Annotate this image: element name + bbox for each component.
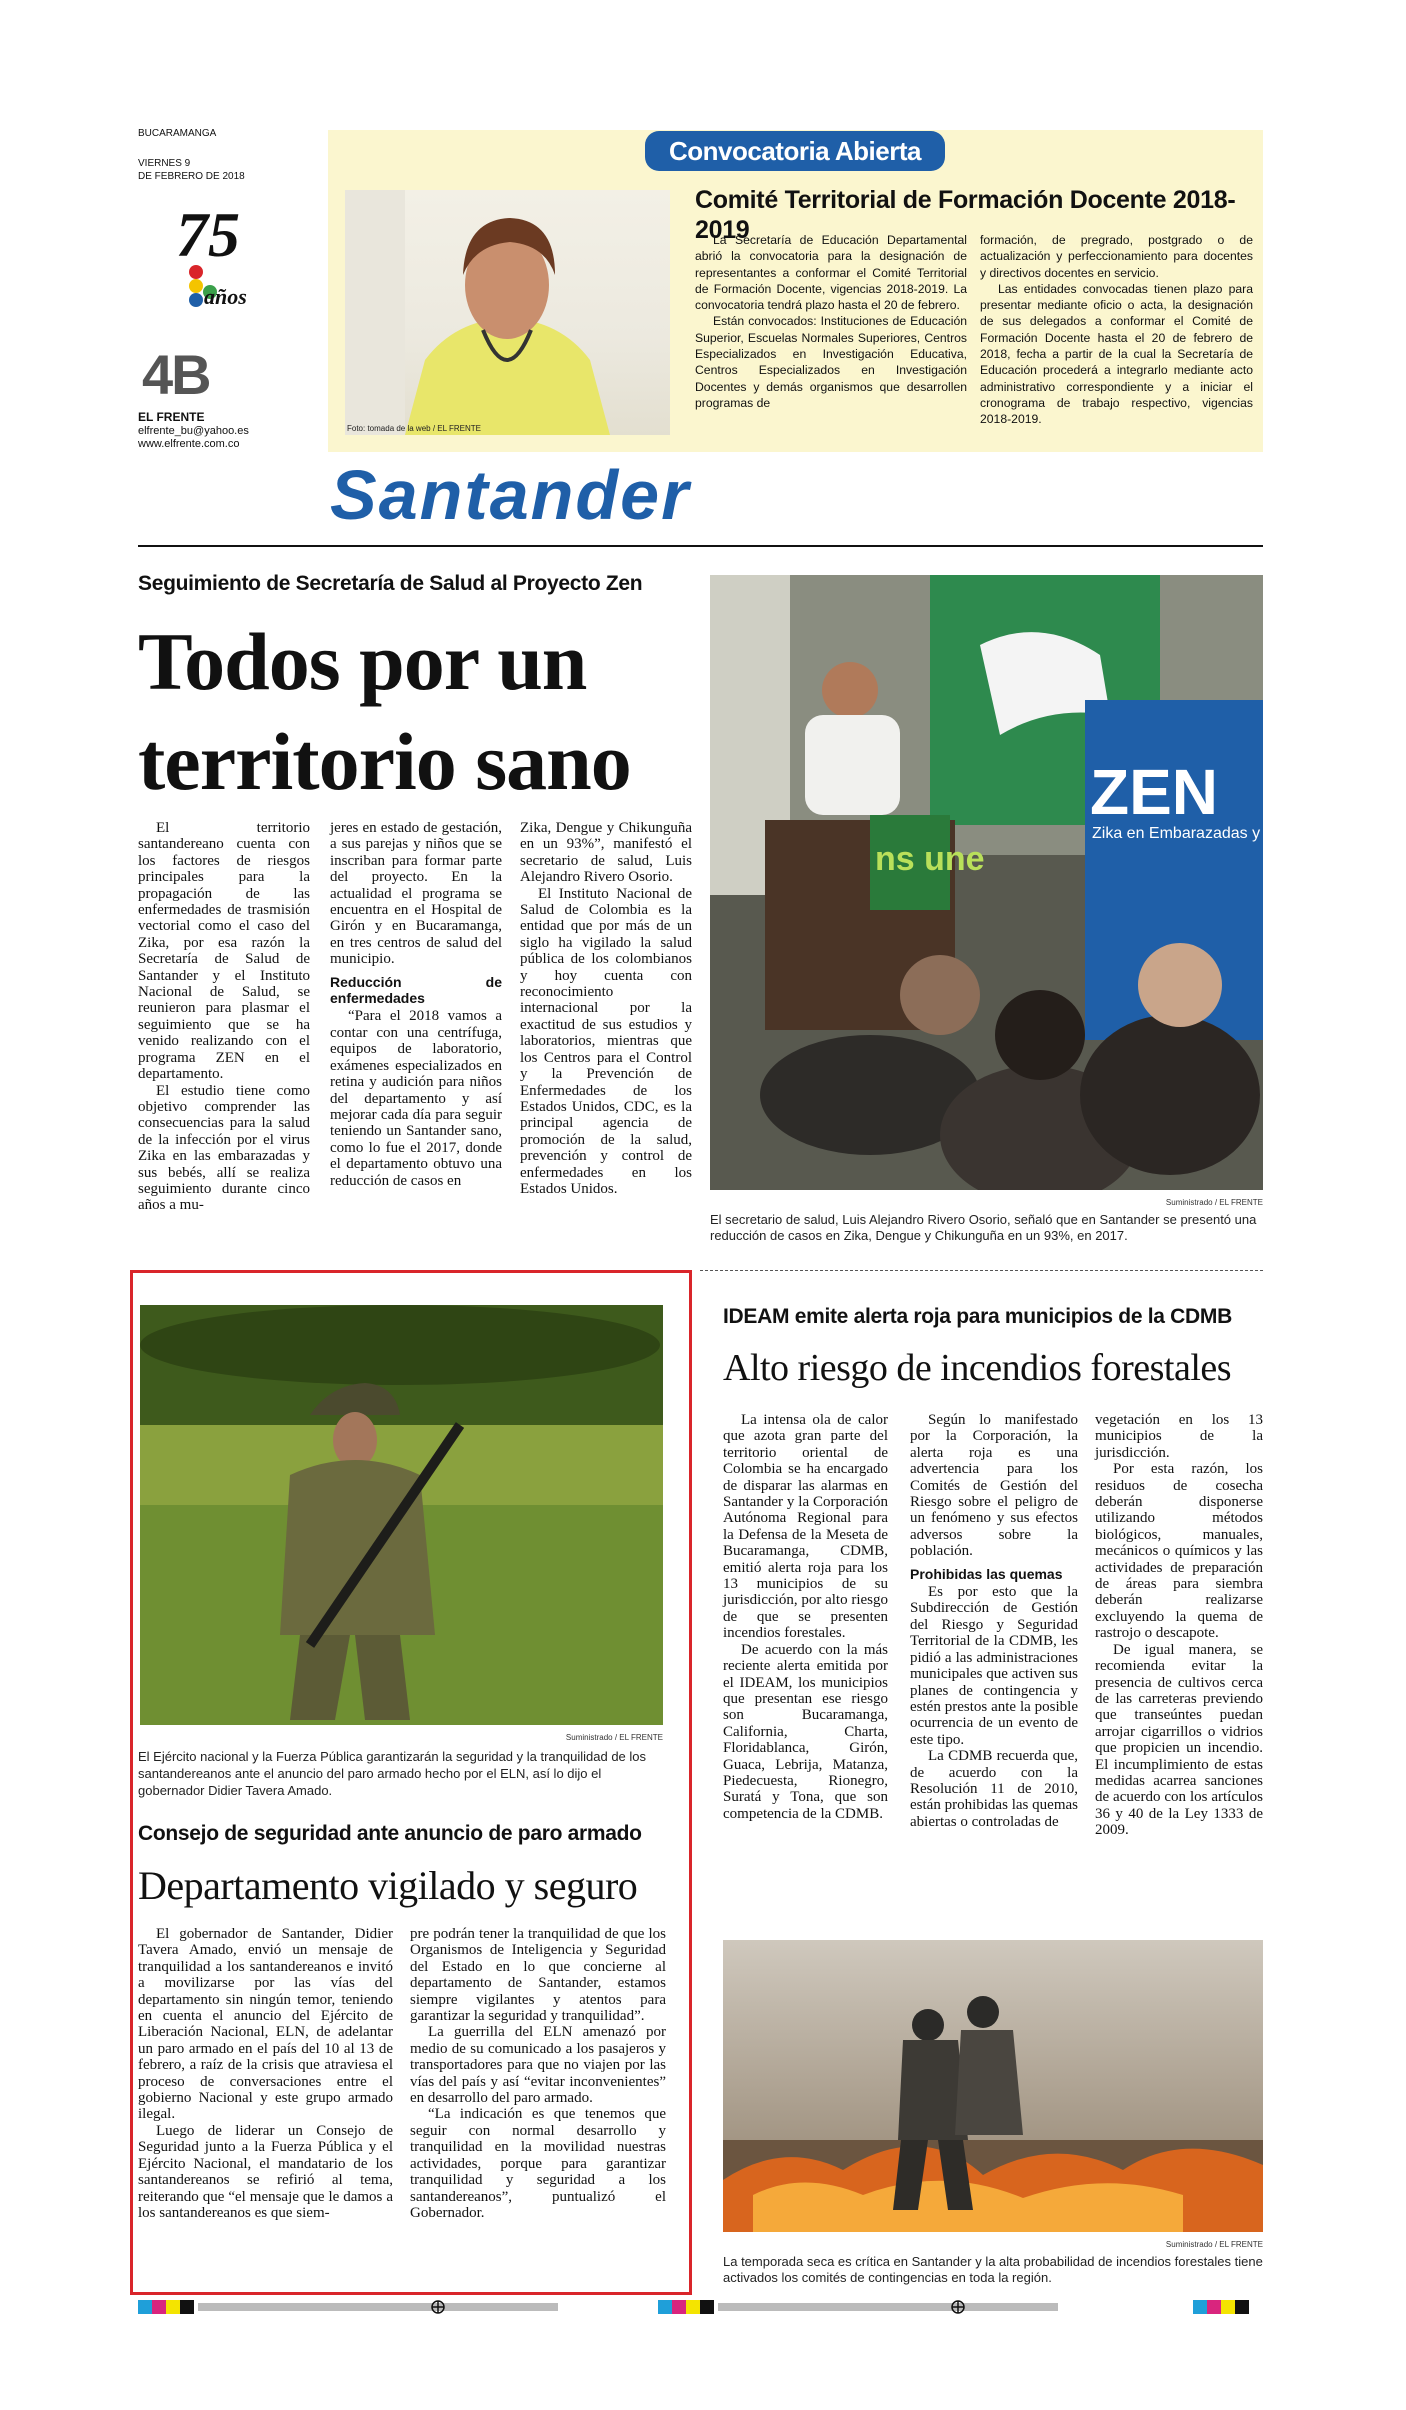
fires-kicker: IDEAM emite alerta roja para municipios de la CDMB [723,1305,1232,1328]
zen-photo-banner-small: Zika en Embarazadas y [1092,825,1261,842]
zen-bottom-divider [700,1270,1263,1271]
zen-photo-credit: Suministrado / EL FRENTE [1165,1198,1263,1207]
security-kicker: Consejo de seguridad ante anuncio de paro armado [138,1822,642,1845]
fires-col2-subhead: Prohibidas las quemas [910,1565,1063,1582]
anniversary-logo [158,200,268,330]
fires-col1-p2: De acuerdo con la más reciente alerta emitida por el IDEAM, los municipios que presentan ese riesgo son Bucaramanga, California, Charta, Floridablanca, Girón, Guaca, Lebrija, Matanza, Piedecuesta, Rionegro, Suratá y Tona, que son competencia de la CDMB. [723,1641,888,1822]
fires-col3 [1095,1412,1263,1839]
security-headline: Departamento vigilado y seguro [138,1863,638,1908]
fires-col3-p2: Por esta razón, los residuos de cosecha deberán disponerse utilizando métodos biológicos, manuales, mecánicos o químicos y las actividades de preparación de áreas para siembra deberán realizarse excluyendo la quema de rastrojo o descapote. [1095,1461,1263,1642]
zen-col2-p1: jeres en estado de gestación, a sus parejas y niños que se inscriban para formar parte del proyecto. En la actualidad el programa se encuentra en el Hospital de Girón y en Bucaramanga, en tres centros de salud del municipio. [330,820,502,968]
convocatoria-col1 [695,232,967,411]
fires-headline: Alto riesgo de incendios forestales [723,1347,1232,1389]
zen-headline: Todos por un territorio sano [138,616,631,807]
convocatoria-photo [345,190,670,435]
fires-col2-p1: Según lo manifestado por la Corporación, la alerta roja es una advertencia para los Comités de Gestión del Riesgo sobre el peligro de un fenómeno y sus efectos adversos sobre la población. [910,1412,1078,1560]
fires-col2 [910,1412,1078,1830]
masthead-date-line1: VIERNES 9 [138,158,191,169]
zen-col1 [138,820,310,1214]
zen-col3-p1: Zika, Dengue y Chikunguña en un 93%”, manifestó el secretario de salud, Luis Alejandro Rivero Osorio. [520,820,692,886]
paper-name: EL FRENTE [138,410,205,424]
fires-col2-p2: Es por esto que la Subdirección de Gestión del Riesgo y Seguridad Territorial de la CDMB, les pidió a las administraciones municipales que activen sus planes de contingencia y estén prestos ante la posible ocurrencia de un evento de este tipo. [910,1584,1078,1748]
zen-photo-sign: ns une [875,840,985,878]
masthead-date-line2: DE FEBRERO DE 2018 [138,171,245,182]
zen-kicker: Seguimiento de Secretaría de Salud al Proyecto Zen [138,572,643,595]
security-col2 [410,1926,666,2221]
fires-photo [723,1940,1263,2232]
masthead-city: BUCARAMANGA [138,128,217,139]
paper-email: elfrente_bu@yahoo.es [138,425,249,437]
convocatoria-col2 [980,232,1253,428]
section-rule [138,545,1263,547]
zen-col1-p1: El territorio santandereano cuenta con los factores de riesgos principales para la propagación de las enfermedades de trasmisión vectorial como el caso del Zika, por esa razón la Secretaría de Salud de Santander y el Instituto Nacional de Salud, se reunieron para plasmar el seguimiento que se ha venido realizando con el programa ZEN en el departamento. [138,820,310,1083]
fires-col1-p1: La intensa ola de calor que azota gran parte del territorio oriental de Colombia se ha encargado de disparar las alarmas en Santander y la Corporación Autónoma Regional para la Defensa de la Meseta de Bucaramanga, CDMB, emitió alerta roja para los 13 municipios de su jurisdicción, por alto riesgo de que se presenten incendios forestales. [723,1412,888,1642]
convocatoria-photo-credit: Foto: tomada de la web / EL FRENTE [347,424,481,433]
page-number: 4B [142,343,210,406]
zen-photo [710,575,1263,1190]
convocatoria-col1-p1: La Secretaría de Educación Departamental abrió la convocatoria para la designación de representantes a conformar el Comité Territorial de Formación Docente, vigencias 2018-2019. La convocatoria tendrá plazo hasta el 20 de febrero. [695,233,967,313]
security-col1-p2: Luego de liderar un Consejo de Seguridad junto a la Fuerza Pública y el Ejército Nacional, el mandatario de los santandereanos se refirió al tema, reiterando que “el mensaje que le damos a los santandereanos es que siem- [138,2122,393,2221]
security-col2-p2: La guerrilla del ELN amenazó por medio de su comunicado a los pasajeros y transportadores para que no viajen por las vías del país y así “evitar inconvenientes” en desarrollo del paro armado. [410,2024,666,2107]
zen-col3-p2: El Instituto Nacional de Salud de Colombia es la entidad que por más de un siglo ha vigilado la salud pública de los colombianos y hoy cuenta con reconocimiento internacional por la exactitud de sus estudios y laboratorios, mientras que los Centros para el Control y la Prevención de Enfermedades de los Estados Unidos, CDC, es la principal agencia de promoción de la salud, prevención y control de enfermedades en los Estados Unidos. [520,885,692,1197]
convocatoria-col2-p1: formación, de pregrado, postgrado o de actualización y perfeccionamiento para docentes y directivos docentes en servicio. [980,233,1253,280]
anniversary-word: años [204,284,247,309]
fires-caption: La temporada seca es crítica en Santander y la alta probabilidad de incendios forestales tiene activados los comités de contingencias en toda la región. [723,2254,1263,2285]
convocatoria-col1-p2: Están convocados: Instituciones de Educación Superior, Escuelas Normales Superiores, Centros Especializados en Investigación Educativa, Centros Especializados en Investigación Docentes y demás organismos que desarrollen programas de [695,314,967,410]
fires-col3-p1: vegetación en los 13 municipios de la jurisdicción. [1095,1412,1263,1461]
zen-col2-subhead: Reducción de enfermedades [330,973,502,1007]
zen-col1-p2: El estudio tiene como objetivo comprender las consecuencias para la salud de la infección por el virus Zika en las embarazadas y sus bebés, allí se realiza seguimiento durante cinco años a mu- [138,1082,310,1214]
fires-photo-credit: Suministrado / EL FRENTE [1165,2240,1263,2249]
convocatoria-col2-p2: Las entidades convocadas tienen plazo para presentar mediante oficio o acta, la designación de sus delegados a conformar el Comité de Formación Docente hasta el 20 de febrero de 2018, fecha a partir de la cual la Secretaría de Educación procederá a integrarlo mediante acto administrativo correspondiente y a iniciar el cronograma de trabajo respectivo, vigencias 2018-2019. [980,281,1253,427]
security-photo-credit: Suministrado / EL FRENTE [565,1733,663,1742]
security-col1 [138,1926,393,2221]
fires-col2-p3: La CDMB recuerda que, de acuerdo con la Resolución 11 de 2010, están prohibidas las quemas abiertas o controladas de [910,1748,1078,1830]
zen-col3 [520,820,692,1197]
zen-photo-banner-big: ZEN [1090,756,1218,828]
zen-col2-p2: “Para el 2018 vamos a contar con una centrífuga, equipos de laboratorio, exámenes especializados en retina y audición para niños del departamento y así mejorar cada día para seguir teniendo un Santander sano, como lo fue el 2017, donde el departamento obtuvo una reducción de casos en [330,1008,502,1189]
security-col1-p1: El gobernador de Santander, Didier Tavera Amado, envió un mensaje de tranquilidad a los santandereanos e invitó a movilizarse por las vías del departamento sin ningún temor, teniendo en cuenta el anuncio del Ejército de Liberación Nacional, ELN, de adelantar un paro armado en el país del 10 al 13 de febrero, a raíz de la crisis que atraviesa el proceso de conversaciones entre el gobierno Nacional y este grupo armado ilegal. [138,1926,393,2123]
paper-website: www.elfrente.com.co [138,438,240,450]
print-color-bar [138,2300,1263,2314]
zen-col2 [330,820,502,1189]
convocatoria-badge: Convocatoria Abierta [645,131,945,171]
zen-caption: El secretario de salud, Luis Alejandro Rivero Osorio, señaló que en Santander se presentó una reducción de casos en Zika, Dengue y Chikunguña en un 93%, en 2017. [710,1212,1257,1243]
fires-col3-p3: De igual manera, se recomienda evitar la presencia de cultivos cerca de las carreteras previendo que transeúntes puedan arrojar cigarrillos o vidrios que propicien un incendio. El incumplimiento de estas medidas acarrea sanciones de acuerdo con los artículos 36 y 40 de la Ley 1333 de 2009. [1095,1641,1263,1839]
security-caption: El Ejército nacional y la Fuerza Pública garantizarán la seguridad y la tranquilidad de los santandereanos ante el anuncio del paro armado hecho por el ELN, así lo dijo el gobernador Didier Tavera Amado. [138,1749,647,1798]
anniversary-number: 75 [176,199,240,270]
security-photo [140,1305,663,1725]
section-title: Santander [330,456,691,534]
security-col2-p3: “La indicación es que tenemos que seguir con normal desarrollo y tranquilidad en la movilidad nuestras actividades, porque para garantizar tranquilidad y seguridad a los santandereanos”, puntualizó el Gobernador. [410,2106,666,2221]
security-col2-p1: pre podrán tener la tranquilidad de que los Organismos de Inteligencia y Seguridad del Estado en lo que concierne al departamento de Santander, estamos siempre vigilantes y atentos para garantizar la seguridad y tranquilidad”. [410,1926,666,2025]
convocatoria-title: Comité Territorial de Formación Docente 2018-2019 [695,186,1236,244]
fires-col1 [723,1412,888,1822]
